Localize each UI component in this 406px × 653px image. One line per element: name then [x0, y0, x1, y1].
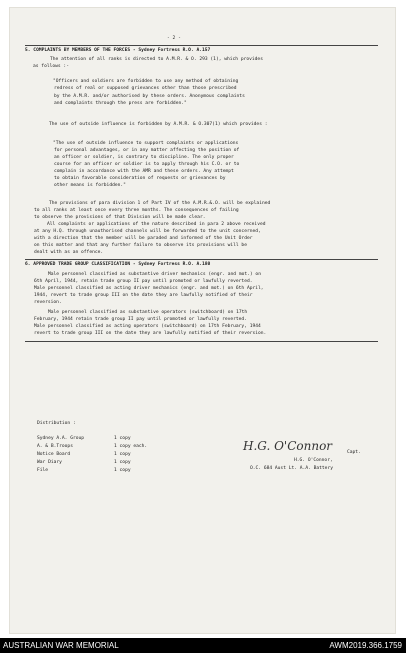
quote-line: to obtain favorable consideration of requests or grievances by: [54, 176, 226, 181]
signature-title: O.C. 684 Aust Lt. A.A. Battery: [250, 466, 333, 471]
distribution-name: Notice Board: [37, 452, 71, 457]
body-line: reversion.: [34, 300, 62, 305]
distribution-qty: 1 copy: [114, 460, 131, 465]
body-line: as follows :-: [33, 64, 69, 69]
body-line: Male personnel classified as acting driver mechanics (engr. and mot.) on 6th April,: [34, 286, 264, 291]
distribution-qty: 1 copy: [114, 436, 131, 441]
body-line: to observe the provisions of that Division will be made clear.: [34, 215, 206, 220]
document-page: [10, 8, 395, 633]
distribution-name: War Diary: [37, 460, 62, 465]
body-line: with a direction that the member will be paraded and informed of the Unit Order: [34, 236, 253, 241]
body-line: on this matter and that any further failure to observe its provisions will be: [34, 243, 247, 248]
body-line: Male personnel classified as acting operators (switchboard) on 17th February, 1944: [34, 324, 261, 329]
quote-line: "Officers and soldiers are forbidden to use any method of obtaining: [53, 79, 239, 84]
distribution-qty: 1 copy each.: [114, 444, 148, 449]
body-line: dealt with as an offence.: [34, 250, 104, 255]
quote-line: and complaints through the press are forbidden.": [54, 101, 187, 106]
footer-accession: AWM2019.366.1759: [329, 641, 402, 650]
quote-line: by the A.M.R. and/or authorised by these orders. Anonymous complaints: [54, 94, 245, 99]
quote-line: course for an officer or soldier is to apply through his C.O. or to: [54, 162, 240, 167]
section-end-rule: [25, 341, 378, 342]
body-line: at any H.Q. through unauthorised channels will be forwarded to the unit concerned,: [34, 229, 261, 234]
quote-line: "The use of outside influence to support complaints or applications: [53, 141, 239, 146]
section-5-heading: 5. COMPLAINTS BY MEMBERS OF THE FORCES - Sydney Fortress R.O. A.157: [25, 48, 211, 53]
body-line: February, 1944 retain trade group II pay until promoted or lawfully reverted.: [34, 317, 247, 322]
footer-bar: [0, 638, 406, 653]
signature-name: H.G. O'Connor,: [294, 458, 333, 463]
quote-line: complain in accordance with the AMR and these orders. Any attempt: [54, 169, 234, 174]
body-line: All complaints or applications of the nature described in para 2 above received: [47, 222, 266, 227]
distribution-name: A. & B.Troops: [37, 444, 73, 449]
top-rule: [25, 45, 378, 46]
signature-rank: Capt.: [347, 450, 361, 455]
distribution-qty: 1 copy: [114, 452, 131, 457]
section-6-rule: [25, 259, 378, 260]
handwritten-signature: H.G. O'Connor: [243, 439, 333, 453]
body-line: The attention of all ranks is directed to A.M.R. & O. 293 (1), which provides: [50, 57, 263, 62]
body-line: The provisions of para division 1 of Part IV of the A.M.R.&.O. will be explained: [49, 201, 271, 206]
body-line: Male personnel classified as substantive operators (switchboard) on 17th: [48, 310, 248, 315]
footer-source: AUSTRALIAN WAR MEMORIAL: [3, 641, 119, 650]
body-line: Male personnel classified as substantive driver mechanics (engr. and mot.) on: [48, 272, 261, 277]
section-6-heading: 6. APPROVED TRADE GROUP CLASSIFICATION - Sydney Fortress R.O. A.180: [25, 262, 211, 267]
body-line: to all ranks at least once every three months. The consequences of failing: [34, 208, 239, 213]
distribution-name: File: [37, 468, 49, 473]
distribution-label: Distribution :: [37, 421, 76, 426]
quote-line: for personal advantages, or in any matter affecting the position of: [54, 148, 240, 153]
quote-line: redress of real or supposed grievances other than those prescribed: [54, 86, 237, 91]
body-line: 6th April, 1944, retain trade group II pay until promoted or lawfully reverted.: [34, 279, 253, 284]
quote-line: other means is forbidden.": [54, 183, 126, 188]
distribution-qty: 1 copy: [114, 468, 131, 473]
body-line: 1944, revert to trade group III on the date they are lawfully notified of their: [34, 293, 253, 298]
quote-line: an officer or soldier, is contrary to discipline. The only proper: [54, 155, 234, 160]
page-number: - 2 -: [167, 36, 181, 41]
body-line: The use of outside influence is forbidden by A.M.R. & O.307(1) which provides :: [49, 122, 268, 127]
body-line: revert to trade group III on the date they are lawfully notified of their reversion.: [34, 331, 267, 336]
distribution-name: Sydney A.A. Group: [37, 436, 85, 441]
